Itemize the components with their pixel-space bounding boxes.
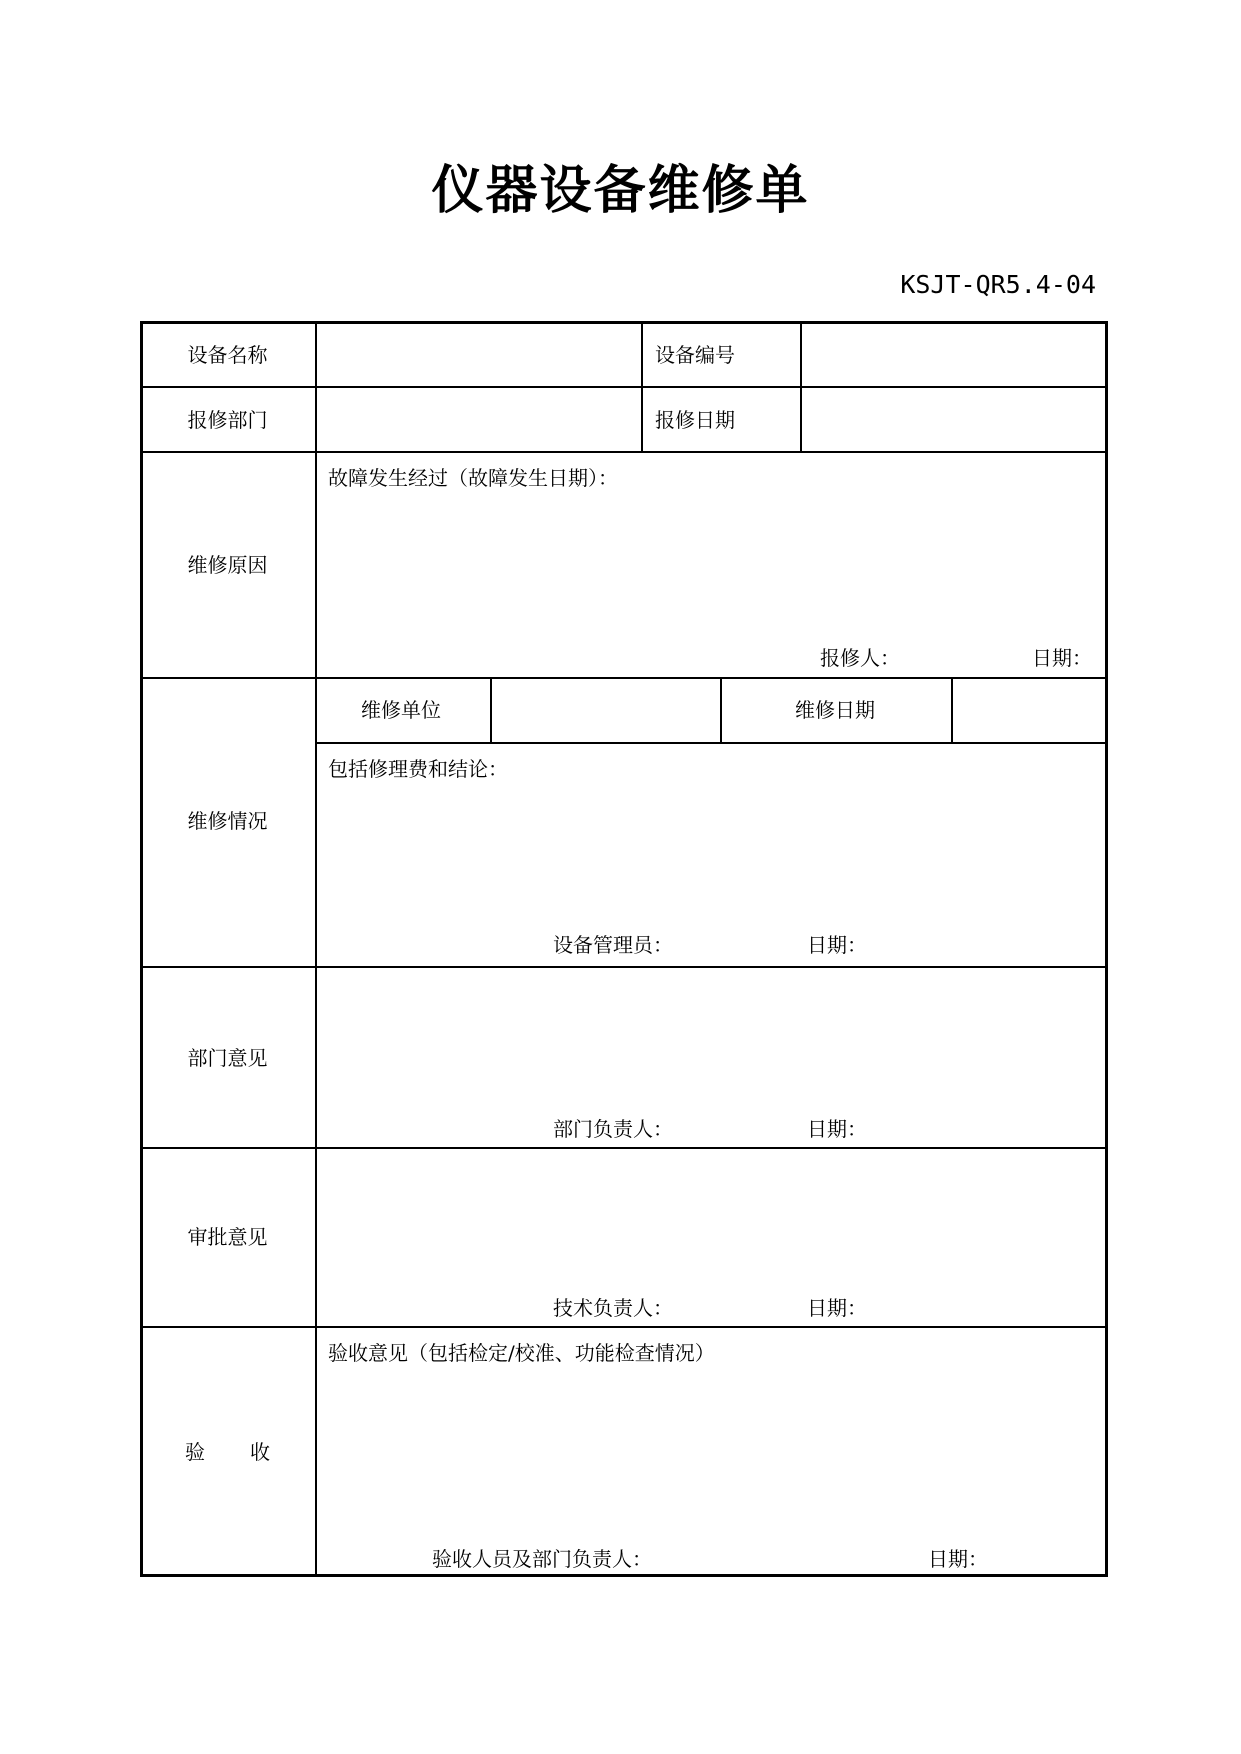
report-date-label: 报修日期 xyxy=(655,408,735,432)
equipment-no-label: 设备编号 xyxy=(655,343,735,367)
repair-status-label: 维修情况 xyxy=(187,809,268,833)
acceptance-field[interactable] xyxy=(318,1369,1103,1539)
table-border-bottom xyxy=(140,1574,1108,1577)
row-divider xyxy=(315,742,1108,744)
acceptance-label-left: 验 xyxy=(185,1440,205,1464)
column-divider xyxy=(490,677,492,742)
row-divider xyxy=(140,386,1108,388)
column-divider xyxy=(951,677,953,742)
column-divider xyxy=(800,321,802,451)
repair-reason-prompt: 故障发生经过（故障发生日期）： xyxy=(328,466,618,490)
report-date-field[interactable] xyxy=(803,389,1103,451)
dept-opinion-date: 日期： xyxy=(807,1117,867,1141)
form-code: KSJT-QR5.4-04 xyxy=(900,270,1096,299)
document-title: 仪器设备维修单 xyxy=(431,161,810,221)
row-divider xyxy=(140,1326,1108,1328)
dept-opinion-label: 部门意见 xyxy=(187,1046,268,1070)
row-divider xyxy=(140,451,1108,453)
acceptance-label-right: 收 xyxy=(250,1440,270,1464)
repair-form-table xyxy=(140,321,1108,1577)
repair-reason-field[interactable] xyxy=(318,493,1103,643)
repair-reason-date: 日期： xyxy=(1032,646,1092,670)
repair-status-field[interactable] xyxy=(318,783,1103,923)
equipment-no-field[interactable] xyxy=(803,324,1103,386)
repair-reason-signer: 报修人： xyxy=(820,646,900,670)
column-divider xyxy=(315,321,317,1577)
repair-date-label: 维修日期 xyxy=(795,698,875,722)
repair-unit-label: 维修单位 xyxy=(361,698,441,722)
repair-status-date: 日期： xyxy=(807,933,867,957)
approval-opinion-date: 日期： xyxy=(807,1296,867,1320)
dept-opinion-signer: 部门负责人： xyxy=(553,1117,673,1141)
report-dept-field[interactable] xyxy=(318,389,640,451)
equipment-name-label: 设备名称 xyxy=(187,343,268,367)
acceptance-date: 日期： xyxy=(928,1547,988,1571)
approval-opinion-label: 审批意见 xyxy=(187,1225,268,1249)
approval-opinion-field[interactable] xyxy=(318,1150,1103,1280)
table-border-left xyxy=(140,321,143,1577)
row-divider xyxy=(140,966,1108,968)
table-border-right xyxy=(1105,321,1108,1577)
acceptance-signer: 验收人员及部门负责人： xyxy=(432,1547,652,1571)
column-divider xyxy=(641,321,643,451)
row-divider xyxy=(140,677,1108,679)
dept-opinion-field[interactable] xyxy=(318,969,1103,1099)
repair-unit-field[interactable] xyxy=(493,680,719,742)
row-divider xyxy=(140,1147,1108,1149)
equipment-name-field[interactable] xyxy=(318,324,640,386)
column-divider xyxy=(720,677,722,742)
report-dept-label: 报修部门 xyxy=(187,408,268,432)
repair-status-signer: 设备管理员： xyxy=(553,933,673,957)
acceptance-prompt: 验收意见（包括检定/校准、功能检查情况） xyxy=(328,1341,715,1365)
repair-reason-label: 维修原因 xyxy=(187,553,268,577)
repair-date-field[interactable] xyxy=(954,680,1104,742)
repair-status-prompt: 包括修理费和结论： xyxy=(328,757,508,781)
approval-opinion-signer: 技术负责人： xyxy=(553,1296,673,1320)
